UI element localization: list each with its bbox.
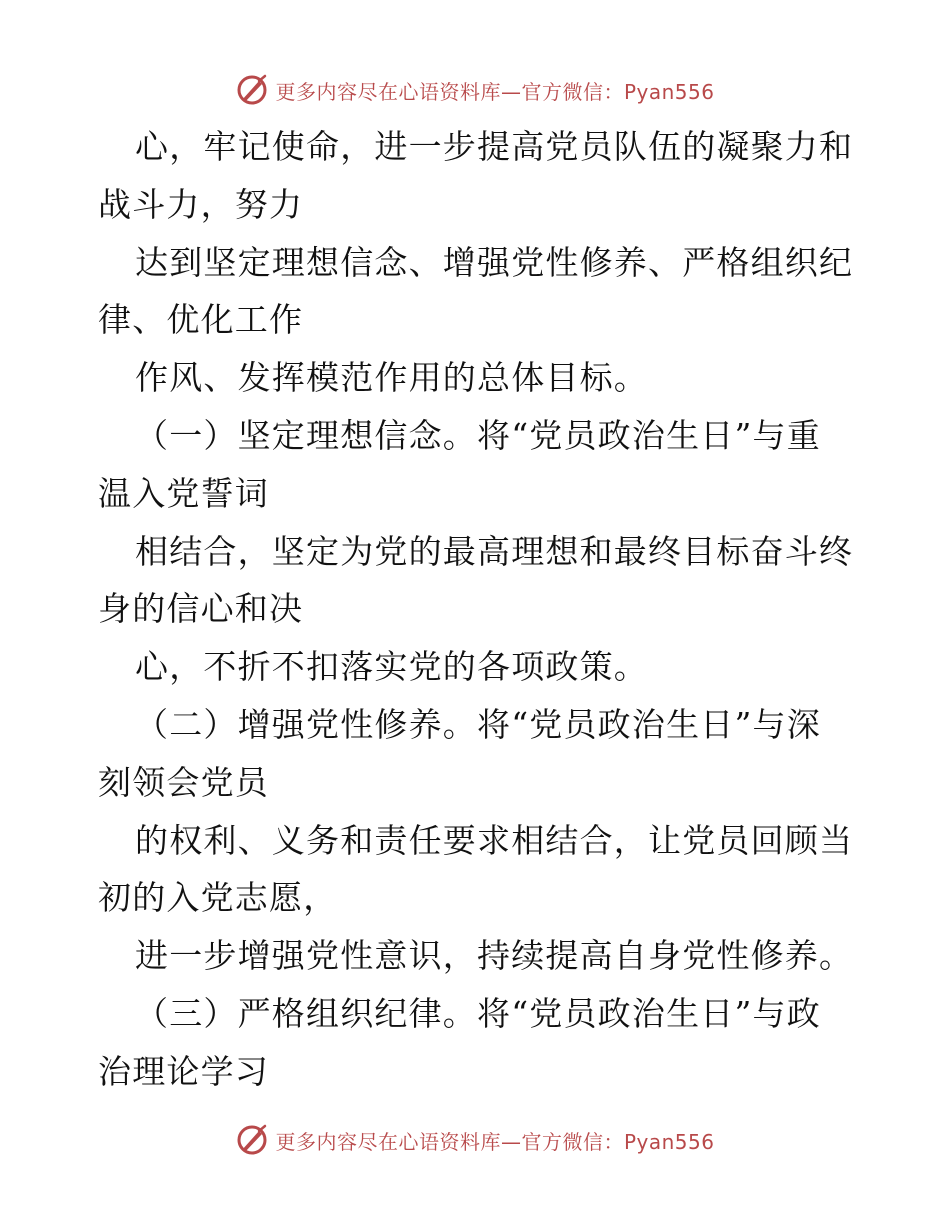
text-line: 作风、发挥模范作用的总体目标。 bbox=[135, 358, 648, 398]
text-line: 的权利、义务和责任要求相结合，让党员回顾当 bbox=[135, 820, 854, 860]
text-line: （一）坚定理想信念。将“党员政治生日”与重 bbox=[135, 415, 821, 455]
quill-pen-logo-icon bbox=[235, 73, 269, 107]
text-line: （三）严格组织纪律。将“党员政治生日”与政 bbox=[135, 993, 821, 1033]
header-banner bbox=[0, 70, 950, 110]
quill-pen-logo-icon bbox=[235, 1123, 269, 1157]
document-body bbox=[98, 118, 858, 1101]
text-line: 心，牢记使命，进一步提高党员队伍的凝聚力和 bbox=[135, 127, 854, 166]
text-line: 相结合，坚定为党的最高理想和最终目标奋斗终 bbox=[135, 531, 854, 571]
text-line: 初的入党志愿， bbox=[98, 878, 338, 918]
text-line: 治理论学习 bbox=[98, 1051, 269, 1091]
text-line: 达到坚定理想信念、增强党性修养、严格组织纪 bbox=[135, 242, 854, 282]
text-line: （二）增强党性修养。将“党员政治生日”与深 bbox=[135, 704, 821, 744]
text-line: 战斗力，努力 bbox=[98, 184, 304, 224]
text-line: 温入党誓词 bbox=[98, 473, 269, 513]
text-line: 进一步增强党性意识，持续提高自身党性修养。 bbox=[135, 936, 854, 976]
footer-banner-text: 更多内容尽在心语资料库—官方微信：Pyan556 bbox=[275, 1129, 715, 1154]
header-banner-text: 更多内容尽在心语资料库—官方微信：Pyan556 bbox=[275, 79, 715, 104]
footer-banner bbox=[0, 1120, 950, 1160]
text-line: 心，不折不扣落实党的各项政策。 bbox=[135, 647, 648, 687]
text-line: 刻领会党员 bbox=[98, 762, 269, 802]
text-line: 身的信心和决 bbox=[98, 589, 304, 629]
text-line: 律、优化工作 bbox=[98, 300, 304, 340]
